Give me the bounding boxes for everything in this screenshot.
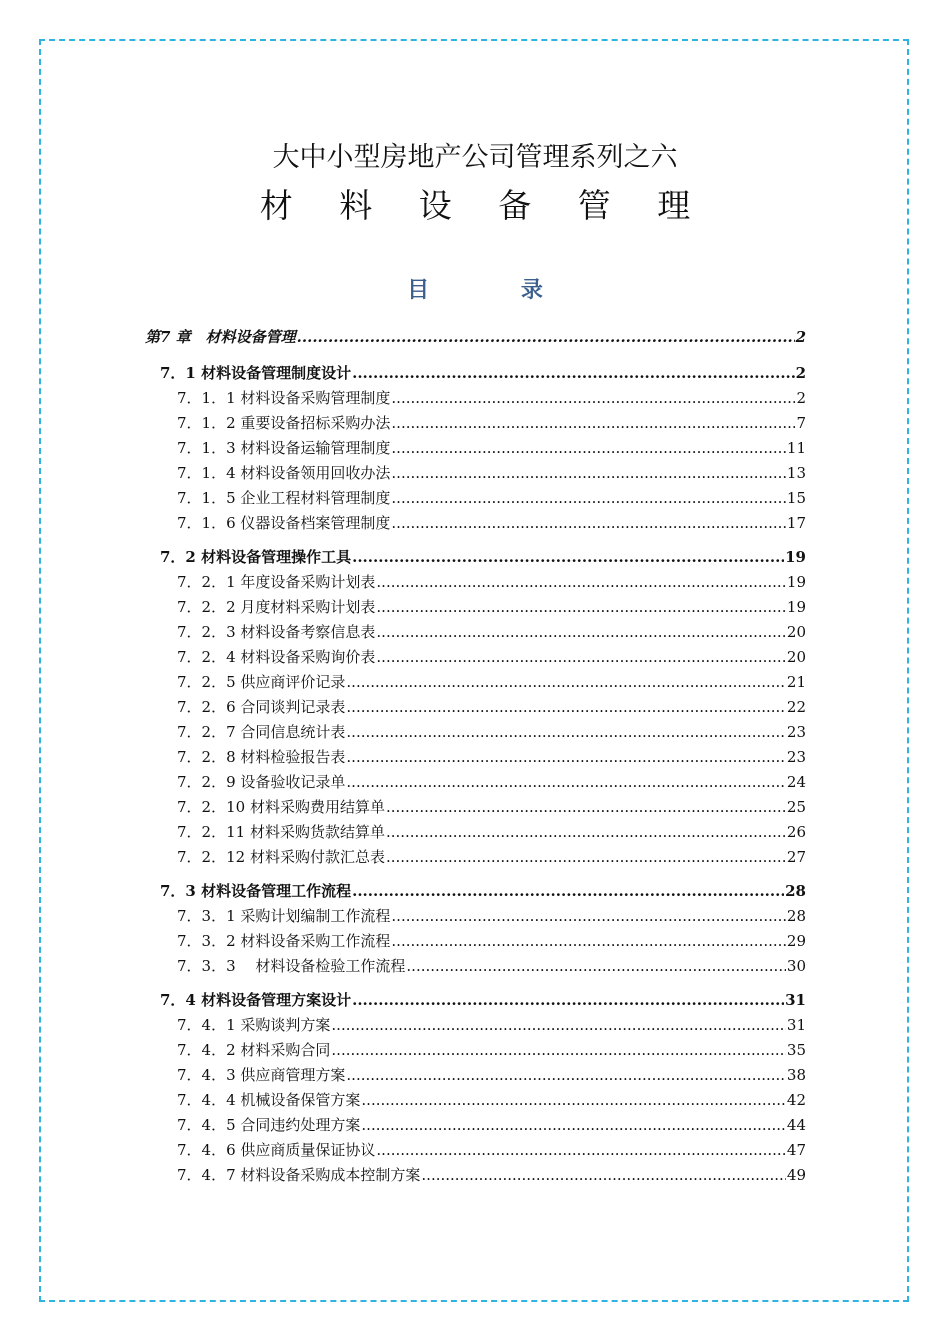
toc-entry-page: 7 xyxy=(796,414,806,432)
toc-entry-label: 7．3．2 材料设备采购工作流程 xyxy=(177,932,391,950)
toc-leader-dots xyxy=(352,881,784,901)
toc-entry-page: 17 xyxy=(786,514,806,532)
toc-entry-page: 2 xyxy=(795,364,806,382)
toc-leader-dots xyxy=(331,1040,786,1060)
toc-entry-label: 7．1 材料设备管理制度设计 xyxy=(160,364,352,382)
toc-entry-label: 7．4．3 供应商管理方案 xyxy=(177,1066,346,1084)
toc-leader-dots xyxy=(406,956,786,976)
toc-entry-label: 7．3．3 材料设备检验工作流程 xyxy=(177,957,406,975)
toc-leader-dots xyxy=(352,547,784,567)
toc-entry-label: 7．2．10 材料采购费用结算单 xyxy=(177,798,385,816)
toc-entry-label: 7．2．12 材料采购付款汇总表 xyxy=(177,848,385,866)
toc-entry-page: 30 xyxy=(786,957,806,975)
toc-entry-label: 7．4．5 合同违约处理方案 xyxy=(177,1116,361,1134)
toc-entry[interactable] xyxy=(177,956,806,976)
toc-entry[interactable] xyxy=(177,1065,806,1085)
toc-entry[interactable] xyxy=(145,327,806,347)
toc-entry[interactable] xyxy=(177,772,806,792)
toc-entry[interactable] xyxy=(177,906,806,926)
toc-entry-page: 15 xyxy=(786,489,806,507)
toc-leader-dots xyxy=(391,388,795,408)
toc-entry-label: 7．2．4 材料设备采购询价表 xyxy=(177,648,376,666)
toc-entry-label: 7．2．7 合同信息统计表 xyxy=(177,723,346,741)
toc-entry-page: 49 xyxy=(786,1166,806,1184)
toc-entry-page: 23 xyxy=(786,723,806,741)
toc-leader-dots xyxy=(346,697,786,717)
toc-entry-page: 13 xyxy=(786,464,806,482)
toc-entry[interactable] xyxy=(177,797,806,817)
toc-entry-page: 20 xyxy=(786,648,806,666)
toc-leader-dots xyxy=(352,990,784,1010)
toc-leader-dots xyxy=(346,747,786,767)
toc-entry-label: 7．1．5 企业工程材料管理制度 xyxy=(177,489,391,507)
toc-entry[interactable] xyxy=(177,572,806,592)
toc-entry-label: 7．4．4 机械设备保管方案 xyxy=(177,1091,361,1109)
toc-entry-page: 38 xyxy=(786,1066,806,1084)
toc-entry-label: 7．2 材料设备管理操作工具 xyxy=(160,548,352,566)
toc-leader-dots xyxy=(361,1115,786,1135)
toc-entry[interactable] xyxy=(160,990,806,1010)
toc-leader-dots xyxy=(391,413,795,433)
toc-leader-dots xyxy=(352,363,794,383)
toc-entry-page: 31 xyxy=(786,1016,806,1034)
toc-entry-label: 7．4．7 材料设备采购成本控制方案 xyxy=(177,1166,421,1184)
toc-entry-label: 7．1．3 材料设备运输管理制度 xyxy=(177,439,391,457)
toc-entry[interactable] xyxy=(177,931,806,951)
toc-entry[interactable] xyxy=(177,597,806,617)
toc-entry[interactable] xyxy=(177,513,806,533)
toc-entry[interactable] xyxy=(177,413,806,433)
toc-entry[interactable] xyxy=(177,1165,806,1185)
toc-entry[interactable] xyxy=(160,547,806,567)
toc-entry[interactable] xyxy=(177,1115,806,1135)
toc-leader-dots xyxy=(376,622,786,642)
toc-entry-page: 27 xyxy=(786,848,806,866)
toc-entry-page: 20 xyxy=(786,623,806,641)
toc-leader-dots xyxy=(346,772,786,792)
toc-entry-label: 7．2．9 设备验收记录单 xyxy=(177,773,346,791)
toc-entry[interactable] xyxy=(177,463,806,483)
toc-leader-dots xyxy=(386,822,786,842)
toc-entry[interactable] xyxy=(177,722,806,742)
toc-entry-page: 2 xyxy=(795,328,806,346)
toc-entry-label: 第7 章 材料设备管理 xyxy=(145,328,296,346)
toc-entry-page: 28 xyxy=(786,907,806,925)
toc-entry[interactable] xyxy=(177,622,806,642)
toc-entry-label: 7．2．8 材料检验报告表 xyxy=(177,748,346,766)
toc-entry[interactable] xyxy=(160,363,806,383)
toc-entry-label: 7．1．1 材料设备采购管理制度 xyxy=(177,389,391,407)
toc-entry-label: 7．1．6 仪器设备档案管理制度 xyxy=(177,514,391,532)
toc-entry[interactable] xyxy=(177,847,806,867)
series-title: 大中小型房地产公司管理系列之六 xyxy=(272,142,678,173)
toc-leader-dots xyxy=(346,672,786,692)
toc-entry-label: 7．4．6 供应商质量保证协议 xyxy=(177,1141,376,1159)
toc-entry-label: 7．4．1 采购谈判方案 xyxy=(177,1016,331,1034)
toc-entry-label: 7．1．4 材料设备领用回收办法 xyxy=(177,464,391,482)
toc-entry-label: 7．2．1 年度设备采购计划表 xyxy=(177,573,376,591)
toc-entry-page: 11 xyxy=(786,439,806,457)
toc-entry-page: 2 xyxy=(796,389,806,407)
toc-entry-page: 35 xyxy=(786,1041,806,1059)
toc-entry-page: 47 xyxy=(786,1141,806,1159)
toc-leader-dots xyxy=(421,1165,786,1185)
toc-leader-dots xyxy=(391,513,786,533)
toc-entry[interactable] xyxy=(177,438,806,458)
toc-entry-label: 7．2．5 供应商评价记录 xyxy=(177,673,346,691)
toc-entry[interactable] xyxy=(160,881,806,901)
toc-leader-dots xyxy=(346,722,786,742)
toc-entry-page: 19 xyxy=(786,598,806,616)
toc-entry-label: 7．2．3 材料设备考察信息表 xyxy=(177,623,376,641)
toc-entry-label: 7．4．2 材料采购合同 xyxy=(177,1041,331,1059)
toc-entry-page: 31 xyxy=(785,991,806,1009)
toc-entry-page: 23 xyxy=(786,748,806,766)
toc-entry[interactable] xyxy=(177,1040,806,1060)
toc-leader-dots xyxy=(376,647,786,667)
toc-entry-page: 42 xyxy=(786,1091,806,1109)
toc-entry-label: 7．2．6 合同谈判记录表 xyxy=(177,698,346,716)
toc-leader-dots xyxy=(391,931,786,951)
page-border xyxy=(39,39,909,1302)
toc-entry[interactable] xyxy=(177,1140,806,1160)
toc-entry-page: 21 xyxy=(786,673,806,691)
toc-entry-label: 7．4 材料设备管理方案设计 xyxy=(160,991,352,1009)
toc-entry-page: 19 xyxy=(785,548,806,566)
document-title: 材 料 设 备 管 理 xyxy=(259,186,709,225)
toc-entry[interactable] xyxy=(177,822,806,842)
toc-entry-label: 7．3 材料设备管理工作流程 xyxy=(160,882,352,900)
toc-entry[interactable] xyxy=(177,672,806,692)
toc-leader-dots xyxy=(386,847,786,867)
toc-entry-page: 44 xyxy=(786,1116,806,1134)
toc-entry[interactable] xyxy=(177,697,806,717)
toc-entry-page: 29 xyxy=(786,932,806,950)
toc-entry-page: 25 xyxy=(786,798,806,816)
toc-leader-dots xyxy=(391,488,786,508)
toc-entry[interactable] xyxy=(177,747,806,767)
toc-entry[interactable] xyxy=(177,1015,806,1035)
toc-entry-label: 7．1．2 重要设备招标采购办法 xyxy=(177,414,391,432)
toc-leader-dots xyxy=(331,1015,786,1035)
toc-entry[interactable] xyxy=(177,1090,806,1110)
toc-entry-label: 7．2．11 材料采购货款结算单 xyxy=(177,823,385,841)
toc-entry[interactable] xyxy=(177,488,806,508)
toc-heading: 目 录 xyxy=(407,277,585,303)
toc-leader-dots xyxy=(391,463,786,483)
toc-leader-dots xyxy=(361,1090,786,1110)
toc-entry-page: 26 xyxy=(786,823,806,841)
toc-entry[interactable] xyxy=(177,647,806,667)
toc-entry-label: 7．2．2 月度材料采购计划表 xyxy=(177,598,376,616)
toc-entry[interactable] xyxy=(177,388,806,408)
toc-entry-page: 24 xyxy=(786,773,806,791)
toc-entry-page: 19 xyxy=(786,573,806,591)
toc-leader-dots xyxy=(376,572,786,592)
toc-entry-label: 7．3．1 采购计划编制工作流程 xyxy=(177,907,391,925)
toc-leader-dots xyxy=(391,906,786,926)
toc-leader-dots xyxy=(346,1065,786,1085)
toc-entry-page: 22 xyxy=(786,698,806,716)
toc-leader-dots xyxy=(391,438,786,458)
toc-entry-page: 28 xyxy=(785,882,806,900)
toc-leader-dots xyxy=(376,1140,786,1160)
toc-leader-dots xyxy=(376,597,786,617)
toc-leader-dots xyxy=(297,327,795,347)
toc-leader-dots xyxy=(386,797,786,817)
